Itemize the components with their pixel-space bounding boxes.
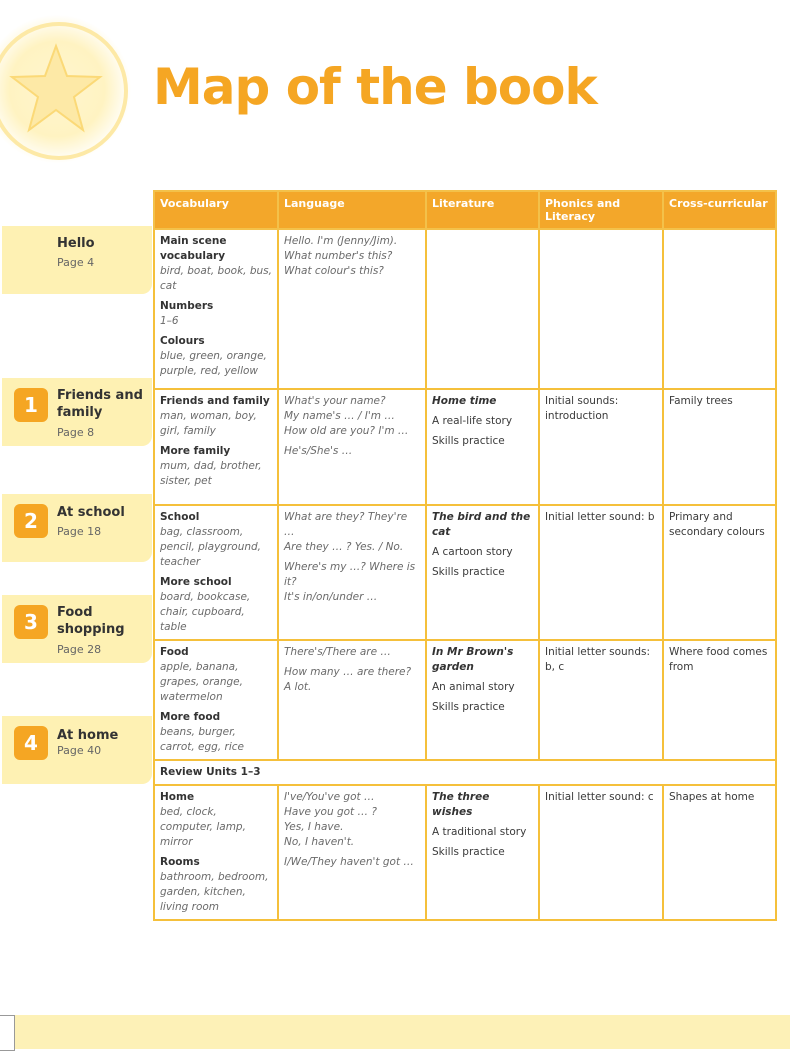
vocab-words: bird, boat, book, bus, cat [160, 265, 272, 292]
language-line: What are they? They're … [284, 511, 408, 538]
column-header-phonics: Phonics and Literacy [539, 191, 663, 229]
unit-title: Food shopping [57, 605, 125, 637]
vocab-heading: Numbers [160, 300, 214, 312]
vocab-words: board, bookcase, chair, cupboard, table [160, 591, 251, 633]
vocabulary-cell [154, 229, 278, 389]
skills-practice: Skills practice [432, 846, 505, 858]
language-line: What's your name? [284, 395, 386, 407]
language-line: Yes, I have. [284, 821, 344, 833]
column-header-language: Language [278, 191, 426, 229]
unit-number-badge: 2 [14, 504, 48, 538]
page-edge-mark [0, 1015, 15, 1051]
language-line: Have you got … ? [284, 806, 377, 818]
vocab-heading: More school [160, 576, 232, 588]
vocab-heading: More food [160, 711, 221, 723]
unit-tab-4 [2, 716, 152, 784]
table-row-unit-3 [154, 640, 776, 760]
language-line: How old are you? I'm … [284, 425, 409, 437]
language-cell [278, 505, 426, 640]
language-line: Where's my …? Where is it? [284, 561, 416, 588]
vocab-heading: Food [160, 646, 189, 658]
phonics-cell: Initial letter sound: b [539, 505, 663, 640]
skills-practice: Skills practice [432, 566, 505, 578]
language-line: Hello. I'm (Jenny/Jim). [284, 235, 398, 247]
language-line: I've/You've got … [284, 791, 375, 803]
map-table [153, 190, 777, 921]
vocab-words: bag, classroom, pencil, playground, teacher [160, 526, 262, 568]
unit-tab-1 [2, 378, 152, 446]
vocab-heading: Colours [160, 335, 205, 347]
unit-title: Friends and family [57, 388, 143, 420]
vocab-heading: Home [160, 791, 195, 803]
table-row-hello [154, 229, 776, 389]
cross-curricular-cell: Primary and secondary colours [663, 505, 776, 640]
vocab-words: bed, clock, computer, lamp, mirror [160, 806, 246, 848]
star-icon [8, 40, 104, 136]
literature-cell [426, 785, 539, 920]
language-line: Are they … ? Yes. / No. [284, 541, 404, 553]
phonics-cell: Initial letter sounds: b, c [539, 640, 663, 760]
language-line: My name's … / I'm … [284, 410, 395, 422]
unit-tab-3 [2, 595, 152, 663]
language-line: What colour's this? [284, 265, 384, 277]
phonics-cell: Initial sounds: introduction [539, 389, 663, 505]
cross-curricular-cell [663, 229, 776, 389]
column-header-vocabulary: Vocabulary [154, 191, 278, 229]
vocabulary-cell [154, 389, 278, 505]
story-title: The bird and the cat [432, 511, 531, 538]
unit-number-badge: 4 [14, 726, 48, 760]
unit-page: Page 8 [57, 426, 95, 439]
literature-cell [426, 505, 539, 640]
unit-page: Page 18 [57, 525, 102, 538]
vocab-heading: Friends and family [160, 395, 270, 407]
column-header-cross-curricular: Cross-curricular [663, 191, 776, 229]
story-type: An animal story [432, 681, 515, 693]
table-row-unit-2 [154, 505, 776, 640]
language-line: A lot. [284, 681, 312, 693]
unit-page: Page 4 [57, 256, 95, 269]
footer-band [0, 1015, 790, 1049]
literature-cell [426, 640, 539, 760]
vocab-words: blue, green, orange, purple, red, yellow [160, 350, 267, 377]
vocab-heading: School [160, 511, 200, 523]
language-line: I/We/They haven't got … [284, 856, 414, 868]
story-type: A traditional story [432, 826, 527, 838]
vocab-words: bathroom, bedroom, garden, kitchen, living room [160, 871, 269, 913]
unit-title: Hello [57, 236, 95, 251]
story-type: A cartoon story [432, 546, 513, 558]
unit-tab-hello [2, 226, 152, 294]
header-row [154, 191, 776, 229]
cross-curricular-cell: Shapes at home [663, 785, 776, 920]
vocab-heading: Rooms [160, 856, 200, 868]
story-title: The three wishes [432, 791, 490, 818]
language-line: It's in/on/under … [284, 591, 378, 603]
unit-title: At school [57, 505, 125, 520]
unit-tab-2 [2, 494, 152, 562]
unit-page: Page 40 [57, 744, 102, 757]
vocab-words: mum, dad, brother, sister, pet [160, 460, 262, 487]
table-row-unit-4 [154, 785, 776, 920]
vocab-heading: More family [160, 445, 231, 457]
cross-curricular-cell: Family trees [663, 389, 776, 505]
language-line: There's/There are … [284, 646, 391, 658]
language-cell [278, 389, 426, 505]
skills-practice: Skills practice [432, 435, 505, 447]
vocabulary-cell [154, 640, 278, 760]
language-line: No, I haven't. [284, 836, 355, 848]
vocabulary-cell [154, 785, 278, 920]
vocab-words: man, woman, boy, girl, family [160, 410, 257, 437]
story-title: Home time [432, 395, 497, 407]
unit-page: Page 28 [57, 643, 102, 656]
story-type: A real-life story [432, 415, 513, 427]
unit-number-badge: 3 [14, 605, 48, 639]
phonics-cell: Initial letter sound: c [539, 785, 663, 920]
language-cell [278, 229, 426, 389]
table-row-unit-1 [154, 389, 776, 505]
language-cell [278, 640, 426, 760]
column-header-literature: Literature [426, 191, 539, 229]
vocab-words: apple, banana, grapes, orange, watermelon [160, 661, 243, 703]
vocab-words: 1–6 [160, 315, 179, 327]
unit-title: At home [57, 728, 119, 743]
language-line: What number's this? [284, 250, 393, 262]
review-label: Review Units 1–3 [154, 760, 776, 785]
unit-number-badge: 1 [14, 388, 48, 422]
vocabulary-cell [154, 505, 278, 640]
vocab-words: beans, burger, carrot, egg, rice [160, 726, 244, 753]
language-cell [278, 785, 426, 920]
cross-curricular-cell: Where food comes from [663, 640, 776, 760]
star-badge-decoration [0, 14, 132, 164]
review-row [154, 760, 776, 785]
vocab-heading: Main scene vocabulary [160, 235, 227, 262]
literature-cell [426, 389, 539, 505]
language-line: How many … are there? [284, 666, 412, 678]
page-title: Map of the book [153, 58, 597, 116]
phonics-cell [539, 229, 663, 389]
literature-cell [426, 229, 539, 389]
skills-practice: Skills practice [432, 701, 505, 713]
language-line: He's/She's … [284, 445, 353, 457]
story-title: In Mr Brown's garden [432, 646, 514, 673]
